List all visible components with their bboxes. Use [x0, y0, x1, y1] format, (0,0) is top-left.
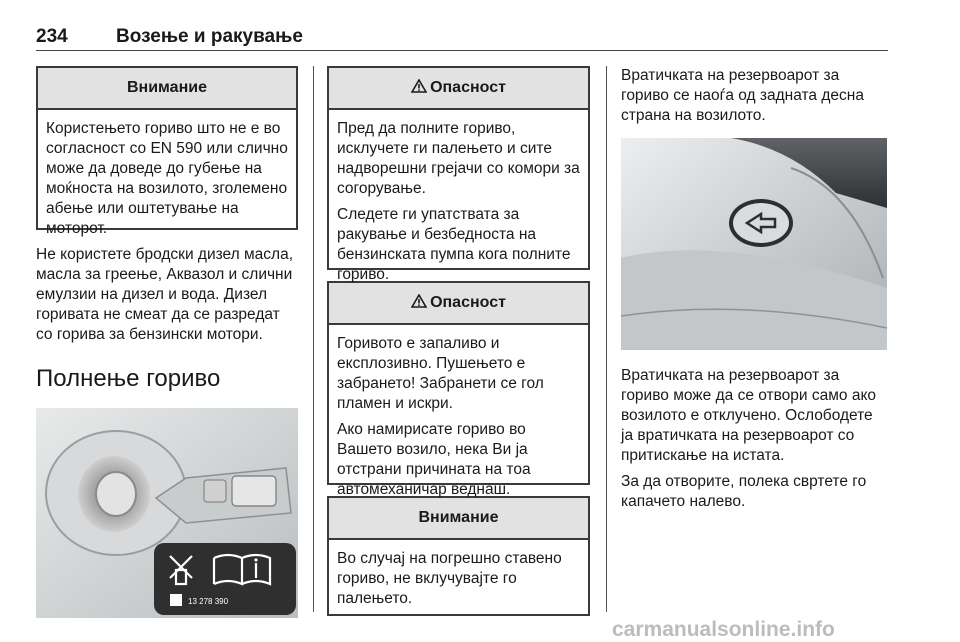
- fuel-door-illustration: [621, 138, 887, 350]
- fuel-cap-illustration: [36, 408, 298, 618]
- photo-reference: 13 278 390: [188, 597, 229, 606]
- notice-box: [36, 66, 298, 237]
- notice-box-2: [327, 496, 590, 616]
- danger-box-2: [327, 281, 590, 498]
- warning-triangle-icon: [411, 79, 427, 93]
- danger-box-1-header: [329, 68, 588, 110]
- fuel-warning-paragraph: Не користете бродски дизел масла, масла за греење, Аквазол и слични емулзии на дизел и вода. Дизел горивата не смеат да се разредат со горива за бензински мотори.: [36, 246, 294, 343]
- notice-text: Користењето гориво што не е во согласност со EN 590 или слично може да доведе до губење на моќноста на возилото, зголемено абење или оштетување на моторот.: [46, 120, 288, 237]
- danger-2-paragraph-1: Горивото е запаливо и експлозивно. Пушењето е забрането! Забранети се гол пламен и искри.: [337, 335, 544, 412]
- danger-2-paragraph-2: Ако намирисате гориво во Вашето возило, нека Ви ја отстрани причината на тоа автомеханичар веднаш.: [337, 421, 531, 498]
- danger-box-2-header: [329, 283, 588, 325]
- chapter-title: Возење и ракување: [116, 26, 303, 47]
- fuel-door-open-paragraph: Вратичката на резервоарот за гориво може да се отвори само ако возилото е отклучено. Ослободете ја вратичката на резервоарот со притискање на истата.: [621, 367, 877, 464]
- column-divider-1: [313, 66, 314, 612]
- danger-box-1-body: [329, 110, 588, 293]
- column-3: [621, 66, 887, 512]
- fuel-door-photo: [621, 138, 887, 350]
- danger-1-paragraph-2: Следете ги упатствата за ракување и безбедноста на бензинската пумпа кога полните гориво.: [337, 206, 571, 283]
- notice-box-2-title: Внимание: [329, 498, 588, 540]
- danger-box-1-title: Опасност: [430, 79, 506, 96]
- notice-2-text: Во случај на погрешно ставено гориво, не вклучувајте го палењето.: [337, 550, 562, 607]
- danger-1-paragraph-1: Пред да полните гориво, исклучете ги палењето и сите надворешни грејачи со комори за согорување.: [337, 120, 580, 197]
- fuel-cap-turn-paragraph: За да отворите, полека свртете го капачето налево.: [621, 473, 867, 510]
- danger-box-2-body: [329, 325, 588, 508]
- notice-box-2-body: [329, 540, 588, 617]
- danger-box-2-title: Опасност: [430, 294, 506, 311]
- notice-box-title: Внимание: [38, 68, 296, 110]
- header-rule: [36, 50, 888, 51]
- page-header: [36, 26, 888, 50]
- notice-box-text: [38, 110, 296, 247]
- warning-triangle-icon: [411, 294, 427, 308]
- page-number: 234: [36, 26, 68, 47]
- column-1: [36, 66, 298, 618]
- fuel-door-location-paragraph: Вратичката на резервоарот за гориво се наоѓа од задната десна страна на возилото.: [621, 67, 864, 124]
- danger-box-1: [327, 66, 590, 283]
- watermark: carmanualsonline.info: [612, 618, 835, 641]
- section-heading: Полнење гориво: [36, 365, 221, 392]
- fuel-cap-photo: [36, 408, 298, 618]
- column-2: [327, 66, 590, 616]
- column-divider-2: [606, 66, 607, 612]
